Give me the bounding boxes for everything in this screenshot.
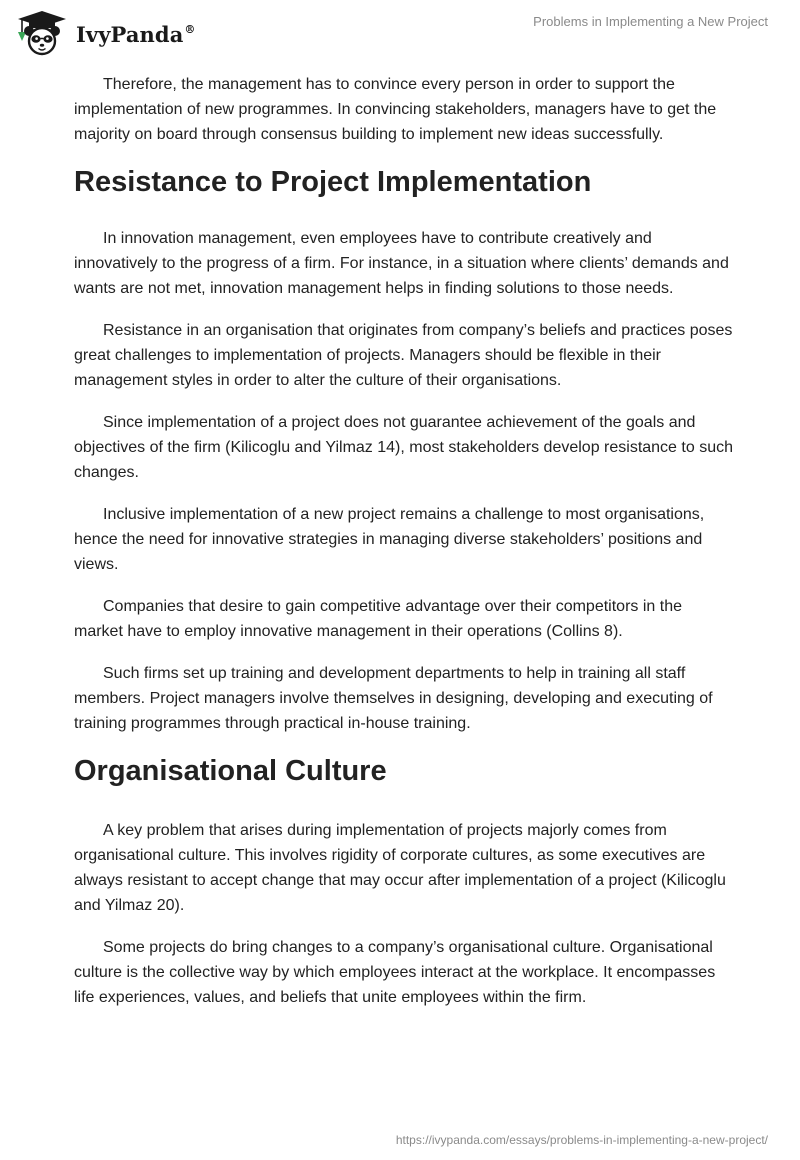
paragraph: A key problem that arises during implementation of projects majorly comes from organisational culture. This involves rigidity of corporate cultures, as some executives are always resistant to accept change that may occur after implementation of a project (Kilicoglu and Yilmaz 20). xyxy=(74,822,726,914)
logo-wordmark xyxy=(76,22,196,47)
paragraph: Some projects do bring changes to a company’s organisational culture. Organisational culture is the collective way by which employees interact at the workplace. It encompasses life experiences, values, and beliefs that unite employees within the firm. xyxy=(74,939,716,1006)
source-url[interactable]: https://ivypanda.com/essays/problems-in-implementing-a-new-project/ xyxy=(395,1133,768,1147)
section-heading-resistance: Resistance to Project Implementation xyxy=(74,166,592,198)
paragraph: Such firms set up training and development departments to help in training all staff members. Project managers involve themselves in designing, developing and executing of training programmes through practical in-house training. xyxy=(74,665,713,732)
panda-graduate-icon xyxy=(14,10,70,56)
paragraph: Since implementation of a project does not guarantee achievement of the goals and objectives of the firm (Kilicoglu and Yilmaz 14), most stakeholders develop resistance to such changes. xyxy=(74,414,733,481)
paragraph: Inclusive implementation of a new project remains a challenge to most organisations, hence the need for innovative strategies in managing diverse stakeholders’ positions and views. xyxy=(74,506,705,573)
ivypanda-logo[interactable] xyxy=(14,9,196,57)
registered-mark: ® xyxy=(184,22,196,36)
paragraph: Companies that desire to gain competitive advantage over their competitors in the market have to employ innovative management in their operations (Collins 8). xyxy=(74,598,682,640)
paragraph: In innovation management, even employees have to contribute creatively and innovatively to the progress of a firm. For instance, in a situation where clients’ demands and wants are not met, innovation management helps in finding solutions to those needs. xyxy=(74,230,729,297)
document-title: Problems in Implementing a New Project xyxy=(533,14,768,29)
page-header xyxy=(0,0,800,60)
essay-body xyxy=(74,72,734,1027)
logo-wordmark-text: IvyPanda xyxy=(76,21,184,47)
paragraph: Resistance in an organisation that originates from company’s beliefs and practices poses great challenges to implementation of projects. Managers should be flexible in their management styles in order to alter the culture of their organisations. xyxy=(74,322,733,389)
section-heading-culture: Organisational Culture xyxy=(74,755,387,787)
paragraph: Therefore, the management has to convince every person in order to support the implementation of new programmes. In convincing stakeholders, managers have to get the majority on board through consensus building to implement new ideas successfully. xyxy=(74,76,717,143)
